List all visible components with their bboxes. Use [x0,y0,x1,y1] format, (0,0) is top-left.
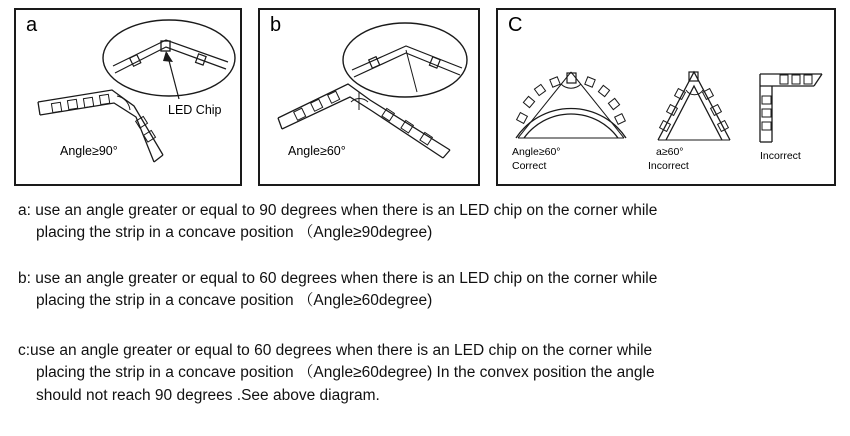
caption-a [18,200,836,245]
caption-b-line1: b: use an angle greater or equal to 60 degrees when there is an LED chip on the corner while [18,270,658,287]
panel-c-mid-label-line2: Incorrect [648,160,689,172]
panel-a-angle-label: Angle≥90° [60,144,118,158]
panel-b-letter: b [270,14,282,36]
panel-c [496,8,836,186]
caption-b-line2: placing the strip in a concave position （Angle≥60degree) [36,292,433,310]
panel-c-mid-label-line1: a≥60° [656,146,684,158]
panel-c-left-label-line1: Angle≥60° [512,146,561,158]
caption-a-line1: a: use an angle greater or equal to 90 degrees when there is an LED chip on the corner while [18,202,658,219]
panel-a-illustration [16,10,244,184]
panel-b [258,8,480,186]
caption-a-line2: placing the strip in a concave position （Angle≥90degree) [36,224,433,242]
panel-c-letter: C [508,14,523,36]
panel-a [14,8,242,186]
panel-b-angle-label: Angle≥60° [288,144,346,158]
caption-b [18,268,836,313]
diagram-panels-row [14,8,836,186]
panel-c-right-label: Incorrect [760,150,801,162]
panel-a-callout-label: LED Chip [168,103,222,117]
panel-c-left-label-line2: Correct [512,160,547,172]
panel-a-letter: a [26,14,38,36]
caption-c-line1: c:use an angle greater or equal to 60 degrees when there is an LED chip on the corner while [18,342,653,359]
caption-c [18,340,836,407]
caption-c-line3: should not reach 90 degrees .See above diagram. [36,386,380,404]
caption-c-line2: placing the strip in a concave position （Angle≥60degree) In the convex position the angle [36,364,655,382]
